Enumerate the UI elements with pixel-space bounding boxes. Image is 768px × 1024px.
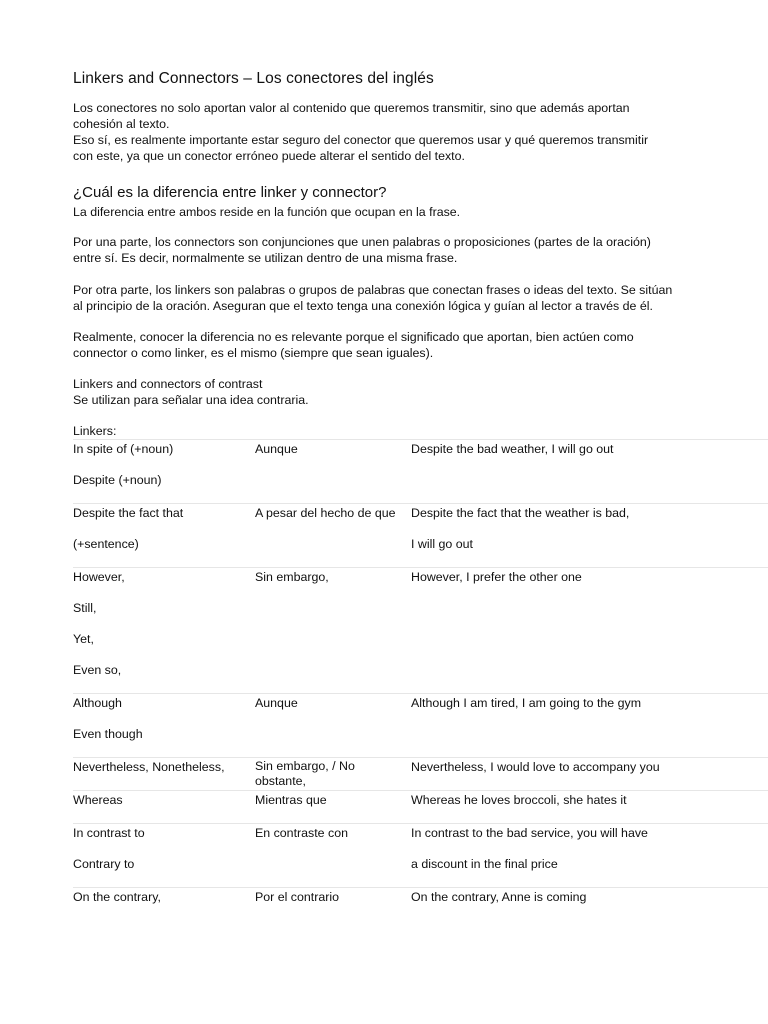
contrast-section bbox=[73, 376, 713, 408]
translation-cell-text: Mientras que bbox=[255, 793, 327, 807]
translation-cell-text: Por el contrario bbox=[255, 890, 340, 904]
translation-cell-text: Aunque bbox=[255, 696, 298, 710]
example-cell-text: Whereas he loves broccoli, she hates it bbox=[411, 793, 627, 807]
linker-cell-text: Despite the fact that bbox=[73, 506, 184, 520]
translation-cell-text: Aunque bbox=[255, 442, 298, 456]
example-cell bbox=[411, 504, 768, 568]
paragraph-difference bbox=[73, 204, 713, 220]
linker-cell-text: Nevertheless, Nonetheless, bbox=[73, 760, 225, 774]
translation-cell bbox=[255, 504, 411, 568]
intro-line: cohesión al texto. bbox=[73, 117, 170, 131]
translation-cell bbox=[255, 888, 411, 921]
example-cell bbox=[411, 568, 768, 694]
contrast-heading: Linkers and connectors of contrast bbox=[73, 377, 263, 391]
linker-cell-text: On the contrary, bbox=[73, 890, 161, 904]
translation-cell-text: Sin embargo, / No bbox=[255, 759, 355, 773]
example-cell-text: However, I prefer the other one bbox=[411, 570, 582, 584]
example-cell bbox=[411, 694, 768, 758]
paragraph-line: entre sí. Es decir, normalmente se utilizan dentro de una misma frase. bbox=[73, 251, 458, 265]
linker-cell bbox=[73, 568, 255, 694]
paragraph-linkers bbox=[73, 282, 713, 314]
linker-cell-text: In spite of (+noun) bbox=[73, 442, 174, 456]
linkers-label: Linkers: bbox=[73, 424, 117, 438]
example-cell bbox=[411, 791, 768, 824]
intro-paragraph bbox=[73, 100, 713, 164]
linkers-table-body bbox=[73, 440, 768, 921]
linker-cell bbox=[73, 758, 255, 791]
table-row bbox=[73, 694, 768, 758]
linker-cell-text: Yet, bbox=[73, 632, 94, 646]
translation-cell-text: En contraste con bbox=[255, 826, 348, 840]
linker-cell-text: Whereas bbox=[73, 793, 123, 807]
example-cell-text: Nevertheless, I would love to accompany you bbox=[411, 760, 660, 774]
paragraph-line: La diferencia entre ambos reside en la función que ocupan en la frase. bbox=[73, 205, 461, 219]
paragraph-line: Por una parte, los connectors son conjunciones que unen palabras o proposiciones (partes de la oración) bbox=[73, 235, 651, 249]
contrast-description: Se utilizan para señalar una idea contraria. bbox=[73, 393, 309, 407]
example-cell-text: Despite the fact that the weather is bad, bbox=[411, 506, 630, 520]
translation-cell bbox=[255, 824, 411, 888]
linker-cell bbox=[73, 504, 255, 568]
table-row bbox=[73, 504, 768, 568]
paragraph-line: al principio de la oración. Aseguran que el texto tenga una conexión lógica y guían al lector a través de él. bbox=[73, 299, 653, 313]
linker-cell bbox=[73, 791, 255, 824]
table-row bbox=[73, 568, 768, 694]
linker-cell-text: Although bbox=[73, 696, 122, 710]
paragraph-line: connector o como linker, es el mismo (siempre que sean iguales). bbox=[73, 346, 434, 360]
translation-cell bbox=[255, 694, 411, 758]
linkers-label-block bbox=[73, 423, 713, 439]
linkers-table bbox=[73, 439, 768, 920]
linker-cell-text: However, bbox=[73, 570, 125, 584]
linker-cell bbox=[73, 694, 255, 758]
section-heading: ¿Cuál es la diferencia entre linker y connector? bbox=[73, 184, 387, 201]
translation-cell bbox=[255, 758, 411, 791]
linker-cell-text: (+sentence) bbox=[73, 537, 139, 551]
translation-cell bbox=[255, 791, 411, 824]
example-cell-text: On the contrary, Anne is coming bbox=[411, 890, 587, 904]
paragraph-connectors bbox=[73, 234, 713, 266]
intro-line: con este, ya que un conector erróneo puede alterar el sentido del texto. bbox=[73, 149, 465, 163]
example-cell-text: a discount in the final price bbox=[411, 857, 558, 871]
translation-cell-text: A pesar del hecho de que bbox=[255, 506, 396, 520]
example-cell-text: Despite the bad weather, I will go out bbox=[411, 442, 614, 456]
linker-cell bbox=[73, 824, 255, 888]
translation-cell-text: obstante, bbox=[255, 774, 306, 788]
translation-cell-text: Sin embargo, bbox=[255, 570, 329, 584]
example-cell-text: Although I am tired, I am going to the gym bbox=[411, 696, 642, 710]
example-cell bbox=[411, 888, 768, 921]
example-cell bbox=[411, 440, 768, 504]
table-row bbox=[73, 888, 768, 921]
linker-cell-text: Contrary to bbox=[73, 857, 135, 871]
example-cell bbox=[411, 824, 768, 888]
example-cell-text: I will go out bbox=[411, 537, 473, 551]
table-row bbox=[73, 758, 768, 791]
paragraph-line: Por otra parte, los linkers son palabras o grupos de palabras que conectan frases o ideas del texto. Se sitúan bbox=[73, 283, 673, 297]
intro-line: Eso sí, es realmente importante estar seguro del conector que queremos usar y qué queremos transmitir bbox=[73, 133, 649, 147]
translation-cell bbox=[255, 440, 411, 504]
linker-cell-text: Even though bbox=[73, 727, 143, 741]
linker-cell bbox=[73, 440, 255, 504]
linker-cell-text: Still, bbox=[73, 601, 97, 615]
example-cell-text: In contrast to the bad service, you will have bbox=[411, 826, 648, 840]
example-cell bbox=[411, 758, 768, 791]
translation-cell bbox=[255, 568, 411, 694]
linker-cell-text: Despite (+noun) bbox=[73, 473, 162, 487]
linker-cell-text: In contrast to bbox=[73, 826, 145, 840]
table-row bbox=[73, 791, 768, 824]
table-row bbox=[73, 824, 768, 888]
table-row bbox=[73, 440, 768, 504]
paragraph-line: Realmente, conocer la diferencia no es relevante porque el significado que aportan, bien actúen como bbox=[73, 330, 634, 344]
linker-cell bbox=[73, 888, 255, 921]
linker-cell-text: Even so, bbox=[73, 663, 122, 677]
document-title: Linkers and Connectors – Los conectores del inglés bbox=[73, 70, 434, 87]
intro-line: Los conectores no solo aportan valor al contenido que queremos transmitir, sino que además aportan bbox=[73, 101, 630, 115]
paragraph-relevance bbox=[73, 329, 713, 361]
